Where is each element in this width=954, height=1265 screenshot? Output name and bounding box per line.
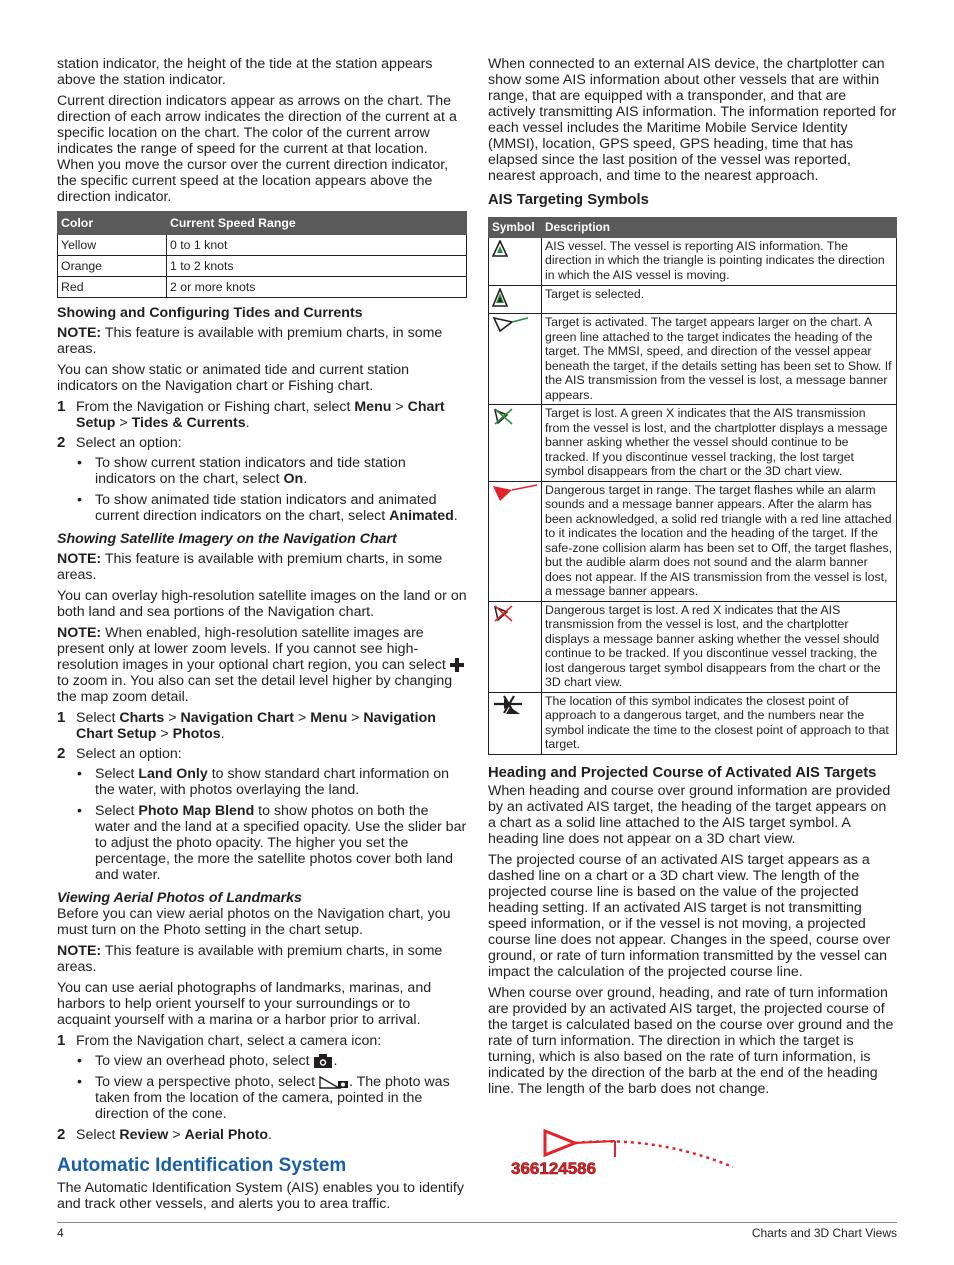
period: . bbox=[333, 1053, 338, 1069]
step-text: Select an option: bbox=[76, 435, 182, 451]
table-header: Description bbox=[542, 218, 897, 238]
overhead-camera-icon bbox=[313, 1054, 333, 1068]
right-column bbox=[488, 56, 897, 1102]
zoom-in-plus-icon bbox=[450, 658, 464, 672]
paragraph: The projected course of an activated AIS target appears as a dashed line on a chart or a 3D chart view. The length of the projected course line is based on the value of the projected heading setting. If an activated AIS target is not transmitting speed information, or if the vessel is not moving, a projected course line does not appear. Changes in the speed, course over ground, or rate of turn information transmitted by the vessel can impact the calculation of the projected course line. bbox=[488, 851, 891, 980]
bullet: • bbox=[77, 766, 82, 782]
bullet-text: to show standard chart information on the water, with photos overlaying the land. bbox=[95, 766, 450, 798]
period: . bbox=[220, 726, 225, 742]
paragraph: The Automatic Identification System (AIS) enables you to identify and track other vessels, and alerts you to area traffic. bbox=[57, 1180, 464, 1212]
separator: > bbox=[115, 415, 132, 431]
activated-target-icon bbox=[492, 316, 530, 334]
step-number: 1 bbox=[57, 398, 66, 415]
table-header: Color bbox=[58, 212, 167, 235]
menu-ref: Tides & Currents bbox=[131, 415, 246, 431]
note-text: to zoom in. You also can set the detail level higher by changing the map zoom detail. bbox=[57, 673, 453, 705]
menu-ref: Chart Setup bbox=[76, 399, 445, 431]
description-cell: Dangerous target in range. The target flashes while an alarm sounds and a message banner appears. After the alarm has been acknowledged, a solid red triangle with a red line attached to it indicates the location and the heading of the target. If the safe-zone collision alarm has been set to Off, the target flashes, but the audible alarm does not sound and the alarm banner does not appear. If the AIS transmission from the vessel is lost, a message banner appears. bbox=[542, 481, 897, 601]
projected-course-illustration bbox=[505, 1125, 740, 1180]
note-label: NOTE: bbox=[57, 943, 102, 959]
option-ref: Photo Map Blend bbox=[138, 803, 255, 819]
table-header: Symbol bbox=[489, 218, 542, 238]
table-cell: Red bbox=[58, 277, 167, 298]
table-header: Current Speed Range bbox=[167, 212, 467, 235]
step-1 bbox=[57, 710, 467, 742]
paragraph: When heading and course over ground information are provided by an activated AIS target, the heading of the target appears on a chart as a solid line attached to the AIS target symbol. A heading line does not appear on a 3D chart view. bbox=[488, 782, 891, 847]
section-heading: Viewing Aerial Photos of Landmarks bbox=[57, 890, 302, 906]
dangerous-target-icon bbox=[492, 484, 538, 504]
period: . bbox=[245, 415, 250, 431]
paragraph: Current direction indicators appear as arrows on the chart. The direction of each arrow indicates the direction of the current at a specific location on the chart. The color of the current arrow indicates the range of speed for the current at that location. When you move the cursor over the current direction indicator, the specific current speed at the location appears above the direction indicator. bbox=[57, 93, 457, 205]
separator: > bbox=[294, 710, 311, 726]
table-row bbox=[58, 235, 467, 256]
table-cell: Yellow bbox=[58, 235, 167, 256]
note-label: NOTE: bbox=[57, 625, 102, 641]
lost-target-icon bbox=[492, 407, 516, 427]
menu-ref: Review bbox=[119, 1127, 169, 1143]
table-header-row bbox=[489, 218, 897, 238]
bullet-text: To view an overhead photo, select bbox=[95, 1053, 314, 1069]
option-ref: Land Only bbox=[138, 766, 208, 782]
table-row bbox=[58, 277, 467, 298]
note-text: This feature is available with premium charts, in some areas. bbox=[57, 551, 443, 583]
mmsi-label: 366124586 bbox=[511, 1159, 597, 1178]
section-heading: Showing Satellite Imagery on the Navigation Chart bbox=[57, 531, 397, 547]
menu-ref: Navigation Chart bbox=[180, 710, 295, 726]
step-text: Select an option: bbox=[76, 746, 182, 762]
period: . bbox=[303, 471, 308, 487]
bullet: • bbox=[77, 803, 82, 819]
description-cell: The location of this symbol indicates the closest point of approach to a dangerous target, and the numbers near the symbol indicate the time to the closest point of approach to that target. bbox=[542, 692, 897, 754]
period: . bbox=[453, 508, 458, 524]
step-1 bbox=[57, 399, 467, 431]
section-heading: Heading and Projected Course of Activated AIS Targets bbox=[488, 764, 877, 781]
note-text: When enabled, high-resolution satellite images are present only at lower zoom levels. If you cannot see high-resolution images in your optional chart region, you can select bbox=[57, 625, 450, 673]
step-text: From the Navigation or Fishing chart, select bbox=[76, 399, 355, 415]
menu-ref: Menu bbox=[354, 399, 392, 415]
table-row bbox=[489, 692, 897, 754]
bullet-item bbox=[57, 803, 467, 883]
projected-course-figure bbox=[505, 1125, 740, 1180]
paragraph: When course over ground, heading, and rate of turn information are provided by an activated AIS target, the projected course of the target is calculated based on the course over ground and the rate of turn information. The direction in which the target is turning, which is also based on the rate of turn information, is indicated by the direction of the barb at the end of the heading line. The length of the barb does not change. bbox=[488, 984, 894, 1097]
paragraph: You can use aerial photographs of landmarks, marinas, and harbors to help orient yourself to your surroundings or to acquaint yourself with a marina or a harbor prior to arrival. bbox=[57, 980, 432, 1028]
description-cell: Target is selected. bbox=[542, 285, 897, 314]
table-cell: 1 to 2 knots bbox=[167, 256, 467, 277]
step-2 bbox=[57, 435, 467, 451]
table-row bbox=[58, 256, 467, 277]
note-label: NOTE: bbox=[57, 325, 102, 341]
option-ref: On bbox=[283, 471, 304, 487]
bullet: • bbox=[77, 455, 82, 471]
menu-ref: Photos bbox=[172, 726, 221, 742]
table-row bbox=[489, 237, 897, 285]
step-2 bbox=[57, 1127, 467, 1143]
table-row bbox=[489, 481, 897, 601]
bullet: • bbox=[77, 1053, 82, 1069]
description-cell: AIS vessel. The vessel is reporting AIS information. The direction in which the triangle is pointing indicates the direction in which the AIS vessel is moving. bbox=[542, 237, 897, 285]
description-cell: Target is lost. A green X indicates that the AIS transmission from the vessel is lost, and the chartplotter displays a message banner asking whether the vessel should continue to be tracked. If you discontinue vessel tracking, the lost target symbol disappears from the chart or the 3D chart view. bbox=[542, 405, 897, 482]
step-number: 1 bbox=[57, 1032, 66, 1049]
table-row bbox=[489, 285, 897, 314]
current-speed-table bbox=[57, 211, 467, 298]
step-number: 2 bbox=[57, 745, 66, 762]
paragraph: When connected to an external AIS device, the chartplotter can show some AIS information about other vessels that are within range, that are equipped with a transponder, and that are actively transmitting AIS information. The information reported for each vessel includes the Maritime Mobile Service Identity (MMSI), location, GPS speed, GPS heading, time that has elapsed since the last position of the vessel was reported, nearest approach, and time to the nearest approach. bbox=[488, 56, 897, 184]
lost-dangerous-target-icon bbox=[492, 604, 516, 624]
ais-symbols-table bbox=[488, 217, 897, 755]
note bbox=[57, 325, 467, 357]
bullet-text: Select bbox=[95, 766, 139, 782]
bullet-item bbox=[57, 492, 467, 524]
period: . bbox=[268, 1127, 272, 1143]
bullet-item bbox=[57, 766, 467, 798]
menu-ref: Charts bbox=[119, 710, 165, 726]
table-row bbox=[489, 314, 897, 405]
paragraph: You can show static or animated tide and current station indicators on the Navigation chart or Fishing chart. bbox=[57, 362, 410, 394]
paragraph: You can overlay high-resolution satellite images on the land or on both land and sea portions of the Navigation chart. bbox=[57, 588, 467, 620]
step-text: Select bbox=[76, 710, 120, 726]
step-1 bbox=[57, 1033, 467, 1049]
paragraph: Before you can view aerial photos on the Navigation chart, you must turn on the Photo setting in the chart setup. bbox=[57, 906, 451, 938]
description-cell: Target is activated. The target appears larger on the chart. A green line attached to the target indicates the heading of the target. The MMSI, speed, and direction of the vessel appear beneath the target, if the details setting has been set to Show. If the AIS transmission from the vessel is lost, a message banner appears. bbox=[542, 314, 897, 405]
symbol-cell bbox=[489, 314, 542, 405]
bullet-text: To show current station indicators and tide station indicators on the chart, select bbox=[95, 455, 406, 487]
note bbox=[57, 551, 467, 583]
description-cell: Dangerous target is lost. A red X indicates that the AIS transmission from the vessel is lost, and the chartplotter displays a message banner asking whether the vessel should continue to be tracked. If you discontinue vessel tracking, the lost dangerous target symbol disappears from the chart or the 3D chart view. bbox=[542, 601, 897, 692]
note bbox=[57, 625, 467, 705]
left-column bbox=[57, 56, 467, 1217]
bullet-text: . The photo was taken from the location of the camera, pointed in the direction of the cone. bbox=[95, 1074, 450, 1122]
bullet-text: to show photos on both the water and the land at a specified opacity. Use the slider bar to adjust the photo opacity. The higher you set the percentage, the more the satellite photos cover both land and water. bbox=[95, 803, 467, 883]
note-text: This feature is available with premium charts, in some areas. bbox=[57, 943, 443, 975]
table-row bbox=[489, 601, 897, 692]
separator: > bbox=[168, 1127, 185, 1143]
section-heading: Showing and Configuring Tides and Currents bbox=[57, 305, 363, 321]
closest-approach-icon bbox=[492, 695, 524, 715]
symbol-cell bbox=[489, 237, 542, 285]
step-number: 2 bbox=[57, 1126, 66, 1143]
option-ref: Animated bbox=[389, 508, 454, 524]
bullet-item bbox=[57, 455, 467, 487]
page-number: 4 bbox=[57, 1226, 64, 1240]
bullet-text: To show animated tide station indicators and animated current direction indicators on the chart, select bbox=[95, 492, 437, 524]
bullet-text: To view a perspective photo, select bbox=[95, 1074, 319, 1090]
note-text: This feature is available with premium charts, in some areas. bbox=[57, 325, 443, 357]
symbol-cell bbox=[489, 405, 542, 482]
symbol-cell bbox=[489, 285, 542, 314]
symbol-cell bbox=[489, 601, 542, 692]
table-row bbox=[489, 405, 897, 482]
note bbox=[57, 943, 467, 975]
section-heading: AIS Targeting Symbols bbox=[488, 192, 649, 208]
bullet: • bbox=[77, 1074, 82, 1090]
perspective-camera-icon bbox=[319, 1075, 349, 1089]
separator: > bbox=[347, 710, 364, 726]
menu-ref: Navigation Chart Setup bbox=[76, 710, 436, 742]
menu-ref: Menu bbox=[310, 710, 348, 726]
bullet-item bbox=[57, 1074, 467, 1122]
menu-ref: Aerial Photo bbox=[184, 1127, 269, 1143]
separator: > bbox=[164, 710, 181, 726]
separator: > bbox=[391, 399, 408, 415]
step-text: From the Navigation chart, select a camera icon: bbox=[76, 1033, 382, 1049]
symbol-cell bbox=[489, 692, 542, 754]
table-cell: Orange bbox=[58, 256, 167, 277]
bullet: • bbox=[77, 492, 82, 508]
footer-divider bbox=[57, 1222, 897, 1223]
footer-section-title: Charts and 3D Chart Views bbox=[751, 1226, 897, 1240]
ais-vessel-icon bbox=[492, 240, 508, 258]
table-cell: 2 or more knots bbox=[167, 277, 467, 298]
bullet-text: Select bbox=[95, 803, 139, 819]
step-text: Select bbox=[76, 1127, 120, 1143]
section-title: Automatic Identification System bbox=[57, 1155, 347, 1176]
table-header-row bbox=[58, 212, 467, 235]
symbol-cell bbox=[489, 481, 542, 601]
note-label: NOTE: bbox=[57, 551, 102, 567]
step-2 bbox=[57, 746, 467, 762]
paragraph: station indicator, the height of the tide at the station appears above the station indicator. bbox=[57, 56, 433, 88]
separator: > bbox=[156, 726, 173, 742]
table-cell: 0 to 1 knot bbox=[167, 235, 467, 256]
step-number: 1 bbox=[57, 709, 66, 726]
step-number: 2 bbox=[57, 434, 66, 451]
selected-target-icon bbox=[492, 288, 508, 308]
bullet-item bbox=[57, 1053, 467, 1069]
